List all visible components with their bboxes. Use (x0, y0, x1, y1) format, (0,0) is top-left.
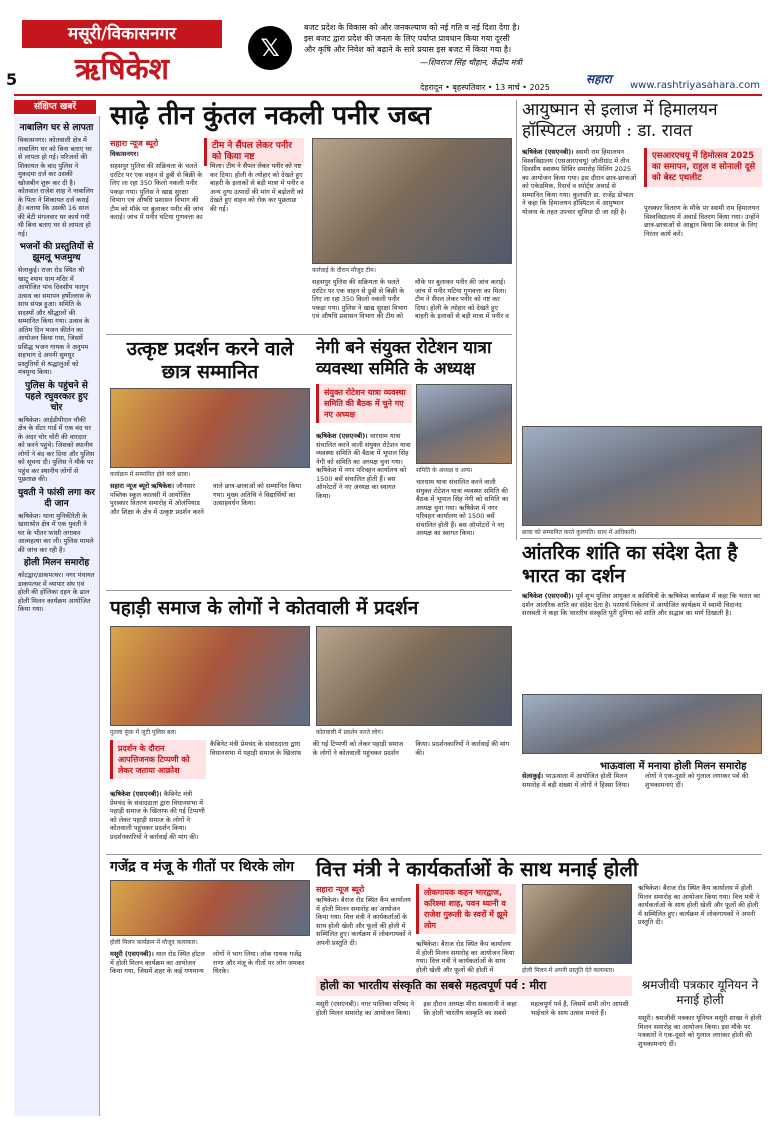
dateline: देहरादून • बृहस्पतिवार • 13 मार्च • 2025 (420, 83, 550, 92)
top-rule (14, 94, 762, 96)
gajendra-text (110, 950, 310, 1120)
website-url: www.rashtriyasahara.com (630, 80, 761, 91)
holi-culture-headline: होली का भारतीय संस्कृति का सबसे महत्वपूर्ण पर्व : मीरा (316, 976, 632, 996)
brief-heading: होली मिलन समारोह (23, 558, 90, 568)
bhaunwala-photo (522, 694, 762, 754)
negi-text (316, 432, 412, 580)
pradarshan-byline: सहारा न्यूज ब्यूरो (110, 482, 150, 490)
kotwali-headline: पहाड़ी समाज के लोगों ने कोतवाली में प्रदर्शन (110, 597, 419, 619)
ayushman-box-text: पुरस्कार वितरण के मौके पर स्वामी राम हिमालयन विश्वविद्यालय में अवार्ड वितरण किया गया। उन्होंने छात्र-छात्राओं से आह्वान किया कि समाज के लिए निरंतर कार्य करें। (644, 204, 760, 238)
pradarshan-place: ऋषिकेश। (151, 482, 175, 490)
paper-logo: सहारा (586, 72, 612, 86)
x-logo-icon: 𝕏 (248, 26, 292, 70)
brief-heading: नाबालिग घर से लापता (19, 123, 94, 133)
column-rule (516, 100, 517, 540)
quote-attribution: —शिवराज सिंह चौहान, केंद्रीय मंत्री (420, 58, 522, 67)
kotwali-text-cont: कैबिनेट मंत्री प्रेमचंद के संवाददाता द्वारा विधानसभा में पहाड़ी समाज के खिलाफ की गई टिप्पणी को लेकर पहाड़ी समाज के लोगों ने कोतवाली पहुंचकर प्रदर्शन किया। प्रदर्शनकारियों ने कार्रवाई की मांग की। (210, 740, 510, 757)
gajendra-headline: गजेंद्र व मंजू के गीतों पर थिरके लोग (110, 859, 294, 875)
bhaunwala-byline: सेलाकुई। (522, 772, 544, 780)
brief-heading: पुलिस के पहुंचने से पहले रघुवरकार हुए चोर (25, 380, 88, 413)
paneer-text: सहसपुर पुलिस की सक्रियता के चलते दरटिर पर एक वाहन से डूबी से बिक्री के लिए ला रहा 350 किलो नकली पनीर पकड़ा गया। पुलिस ने खाद्य सुरक्षा विभाग एवं औषधि प्रशासन विभाग की टीम को मौके पर बुलाकर पनीर की जांच कराई। जांच में पनीर घटिया गुणवत्ता का मिला। टीम ने सैंपल लेकर पनीर को नष्ट कर दिया। होली के त्योहार को देखते हुए बाहरी के इलाकों से बड़ी मात्रा में पनीर व अन्य दुग्ध उत्पादों की मांग में बढ़ोतरी को देखते हुए वाहन को रोक कर पूछताछ की गई। (110, 162, 304, 221)
vitt-headline: वित्त मंत्री ने कार्यकर्ताओं के साथ मनाई होली (316, 857, 639, 881)
briefs-tab: संक्षिप्त खबरें (14, 100, 96, 114)
page-number: 5 (6, 70, 18, 89)
kotwali-photo-right (316, 626, 512, 726)
negi-text-cont: चारधाम यात्रा संचालित करने वाली संयुक्त रोटेशन यात्रा व्यवस्था समिति की बैठक में भूपाल सिंह नेगी को समिति का अध्यक्ष चुना गया। ऋषिकेश में नगर परिवहन कार्यालय को 1500 बसें संचालित होती हैं। बस ऑपरेटरों ने नए अध्यक्ष का स्वागत किया। (416, 478, 509, 537)
quote-box (304, 22, 522, 68)
gajendra-photo (110, 880, 310, 936)
section-rule (520, 538, 762, 539)
negi-body: चारधाम यात्रा संचालित करने वाली संयुक्त रोटेशन यात्रा व्यवस्था समिति की बैठक में भूपाल सिंह नेगी को समिति का अध्यक्ष चुना गया। ऋषिकेश में नगर परिवहन कार्यालय को 1500 बसें संचालित होती हैं। बस ऑपरेटरों ने नए अध्यक्ष का स्वागत किया। (316, 432, 411, 500)
section-rule (106, 334, 512, 335)
brief-text: ऋषिकेश। थाना मुनिकीरेती के खाराश्रोत क्षेत्र में एक युवती ने घर के भीतर फांसी लगाकर आत्महत्या कर ली। पुलिस मामले की जांच कर रही है। (18, 511, 94, 554)
gajendra-byline: मसूरी (एसएनबी)। (110, 950, 154, 958)
shramjeevi-headline: श्रमजीवी पत्रकार यूनियन ने मनाई होली (641, 978, 759, 1007)
vitt-box: लोकगायक कहन भारद्वाज, करिश्मा शाह, पवन ध्यानी व राजेश गुरूली के स्वरों में झूमे लोग (416, 884, 516, 934)
paneer-box: टीम ने सैंपल लेकर पनीर को किया नष्ट (204, 138, 304, 166)
antarik-text (522, 592, 762, 692)
ayushman-byline: ऋषिकेश (एसएनबी)। (522, 148, 574, 156)
negi-photo-caption: समिति के अध्यक्ष व अन्य। (416, 467, 473, 474)
brief-text: सेलाकुई। राजा रोड स्थित श्री खाटू श्याम धाम मंदिर में आयोजित पांच दिवसीय फागुन उत्सव का समापन हर्षोल्लास के साथ संपन्न हुआ। समिति के सदस्यों और श्रीद्धालों की सम्मानित किया गया। उत्सव के अंतिम दिन भजन कीर्तन का आयोजन किया गया, जिसमें प्रसिद्ध भजन गायक ने अनुपम सहभाग दे अपनी सुमधुर प्रस्तुतियों से श्रद्धालुओं को मंत्रमुग्ध किया। (18, 266, 91, 376)
kotwali-caption-left: पुतला फूंक में जुटी पुलिस बल। (110, 729, 177, 736)
negi-byline: ऋषिकेश (एसएनबी)। (316, 432, 368, 440)
kotwali-photo-left (110, 626, 310, 726)
ayushman-body: स्वामी राम हिमालयन विश्वविद्यालय (एसआरएचयू) जौलीग्रांट में तीन दिवसीय स्वास्थ्य शिविर समारोह मिलिंग 2025 का आयोजन किया गया। इस दौरान छात्र-छात्राओं को एकेडमिक, रिसर्च व स्पोर्ट्स अवार्ड से सम्मानित किया गया। कुलपति डा. राजेंद्र डोभाल ने कहा कि हिमालयन हॉस्पिटल में आयुष्मान योजना के तहत उपचार सुविधा दी जा रही है। (522, 148, 637, 216)
section-rule (106, 854, 762, 855)
brief-text: कोटद्वार/डाकपत्थर। नगर पंचायत डाकपत्थर में व्यापार संघ एवं होली की होलिका दहन के ढाल होली मिलन कार्यक्रम आयोजित किया गया। (18, 571, 95, 613)
paneer-text-cont: सहसपुर पुलिस की सक्रियता के चलते दरटिर पर एक वाहन से डूबी से बिक्री के लिए ला रहा 350 किलो नकली पनीर पकड़ा गया। पुलिस ने खाद्य सुरक्षा विभाग एवं औषधि प्रशासन विभाग की टीम को मौके पर बुलाकर पनीर की जांच कराई। जांच में पनीर घटिया गुणवत्ता का मिला। टीम ने सैंपल लेकर पनीर को नष्ट कर दिया। होली के त्योहार को देखते हुए बाहरी के इलाकों से बड़ी मात्रा में पनीर व (312, 278, 509, 320)
negi-photo (416, 384, 512, 464)
antarik-body: पूर्व शुभ पुलिस आयुक्त व कवियित्री के ऋषिकेश कार्यक्रम में कहा कि भारत का दर्शन आंतरिक शांति का संदेश देता है। परमार्थ निकेतन में आयोजित कार्यक्रम में स्वामी चिदानंद सरस्वती ने कहा कि भारतीय संस्कृति पूरी दुनिया को शांति और सद्भाव का मार्ग दिखाती है। (522, 592, 760, 617)
gajendra-body: माल रोड स्थित होटल में होली मिलन कार्यक्रम का आयोजन किया गया, जिसमें शहर के कई गणमान्य लोगों ने भाग लिया। लोक गायक गजेंद्र राणा और मंजू के गीतों पर लोग जमकर थिरके। (110, 950, 305, 975)
vitt-text: ऋषिकेश। बैराज रोड स्थित कैंप कार्यालय में होली मिलन समारोह का आयोजन किया गया। वित्त मंत्री ने कार्यकर्ताओं के साथ होली खेली और फूलों की होली में सम्मिलित हुए। कार्यक्रम में लोकगायकों ने अपनी प्रस्तुति दी। (316, 896, 412, 947)
ayushman-headline: आयुष्मान से इलाज में हिमालयन हॉस्पिटल अग्रणी : डा. रावत (522, 100, 718, 141)
pradarshan-text (110, 482, 310, 582)
bhaunwala-body: भाऊवाला में आयोजित होली मिलन समारोह में बड़ी संख्या में लोगों ने हिस्सा लिया। लोगों ने एक-दूसरे को गुलाल लगाकर पर्व की शुभकामनाएं दीं। (522, 772, 749, 789)
brief-text: विकासनगर। कोतवाली क्षेत्र में नाबालिग घर को बिना बताए घर से लापता हो गई। परिजनों की शिकायत के बाद पुलिस ने मुकदमा दर्ज कर उसकी खोजबीन शुरू कर दी है। कोतवाल राजेश साह ने नाबालिग के पिता ने शिकायत दर्ज कराई है। बताया कि उसकी 16 साल की बेटी मंगलवार घर कार्य गयी थी बिना बताए घर से लापता हो गई। (18, 136, 94, 238)
brief-heading: युवती ने फांसी लगा कर दी जान (18, 487, 95, 509)
briefs-column (14, 116, 100, 1116)
shramjeevi-text: मसूरी। श्रमजीवी पत्रकार यूनियन मसूरी शाखा ने होली मिलन समारोह का आयोजन किया। इस मौके पर पत्रकारों ने एक-दूसरे को गुलाल लगाकर होली की शुभकामनाएं दीं। (638, 1014, 762, 1048)
pradarshan-photo-caption: कार्यक्रम में सम्मानित होने वाले छात्रा। (110, 471, 191, 478)
vitt-photo (522, 884, 632, 964)
masthead-section: मसूरी/विकासनगर (22, 20, 222, 48)
pradarshan-headline: उत्कृष्ट प्रदर्शन करने वाले छात्र सम्मानित (126, 338, 294, 383)
brief-text: ऋषिकेश। आईडीपीएल चौकी क्षेत्र के सेंटर गार्ड में एक बंद घर के अंदर चोर चोरी की वारदात को करने पहुंचे। जिसको स्थानीय लोगों ने बंद कर दिया और पुलिस को सूचना दी। पुलिस ने मौके पर पहुंच कर स्थानीय लोगों से पूछताछ की। (18, 415, 95, 483)
paneer-place: विकासनगर। (110, 150, 139, 158)
ayushman-photo (522, 426, 762, 526)
vitt-text-right: ऋषिकेश। बैराज रोड स्थित कैंप कार्यालय में होली मिलन समारोह का आयोजन किया गया। वित्त मंत्री ने कार्यकर्ताओं के साथ होली खेली और फूलों की होली में सम्मिलित हुए। कार्यक्रम में लोकगायकों ने अपनी प्रस्तुति दी। (638, 884, 760, 926)
gajendra-photo-caption: होली मिलन कार्यक्रम में मौजूद कलाकार। (110, 939, 198, 946)
kotwali-caption-right: कोतवाली में प्रदर्शन करते लोग। (316, 729, 384, 736)
ayushman-box: एसआरएचयू में हिमोत्सव 2025 का समापन, राहुल व सोनाली दूसे को बेस्ट एथलीट (644, 148, 762, 187)
antarik-headline: आंतरिक शांति का संदेश देता है भारत का दर्शन (522, 542, 738, 587)
vitt-photo-caption: होली मिलन में अपनी प्रस्तुति देते कलाकार। (522, 967, 615, 974)
bhaunwala-text (522, 772, 762, 850)
negi-box: संयुक्त रोटेशन यात्रा व्यवस्था समिति की बैठक में चुने गए नए अध्यक्ष (316, 384, 412, 423)
kotwali-byline: ऋषिकेश (एसएनबी)। (110, 790, 162, 798)
paneer-photo (312, 138, 512, 264)
quote-text: बजट प्रदेश के विकास को और जनकल्याण को नई गति व नई दिशा देगा है। इस बजट द्वारा प्रदेश की जनता के लिए पर्याप्त प्रावधान किया गया दूरसी और कृषि और निवेश को बढ़ाने के सारे प्रयास इस बजट में किया गया है। (304, 23, 520, 54)
masthead-brand: ऋषिकेश (74, 52, 170, 87)
bhaunwala-headline: भाऊवाला में मनाया होली मिलन समारोह (600, 761, 747, 772)
holi-culture-text: मसूरी (एसएनबी)। नगर पालिका परिषद ने होली मिलन समारोह का आयोजन किया। इस दौरान अध्यक्ष मीरा सकलानी ने कहा कि होली भारतीय संस्कृति का सबसे महत्वपूर्ण पर्व है, जिसमें सभी लोग आपसी भाईचारे के साथ उत्सव मनाते हैं। (316, 1000, 629, 1017)
section-rule (106, 590, 512, 591)
kotwali-body: कैबिनेट मंत्री प्रेमचंद के संवाददाता द्वारा विधानसभा में पहाड़ी समाज के खिलाफ की गई टिप्पणी को लेकर पहाड़ी समाज के लोगों ने कोतवाली पहुंचकर प्रदर्शन किया। प्रदर्शनकारियों ने कार्रवाई की मांग की। (110, 790, 205, 841)
negi-headline: नेगी बने संयुक्त रोटेशन यात्रा व्यवस्था समिति के अध्यक्ष (316, 338, 492, 379)
kotwali-box: प्रदर्शन के दौरान आपत्तिजनक टिप्पणी को लेकर जताया आक्रोश (110, 740, 206, 779)
ayushman-text (522, 148, 638, 438)
pradarshan-photo (110, 388, 310, 468)
brief-heading: भजनों की प्रस्तुतियों से झूमलू भजमुग्ध (19, 242, 94, 263)
ayushman-photo-caption: छात्रा को सम्मानित करते कुलपति। साथ में अधिकारी। (522, 529, 637, 536)
antarik-byline: ऋषिकेश (एसएनबी)। (522, 592, 574, 600)
paneer-headline: साढ़े तीन कुंतल नकली पनीर जब्त (110, 101, 431, 131)
vitt-byline: सहारा न्यूज ब्यूरो (316, 885, 365, 894)
kotwali-text (110, 790, 206, 850)
paneer-photo-caption: कार्रवाई के दौरान मौजूद टीम। (312, 267, 376, 274)
pradarshan-body: जौनसार पब्लिक स्कूल कालसी में आयोजित पुरस्कार वितरण समारोह में ओलंपियाड और शिक्षा के क्षेत्र में उत्कृष्ट प्रदर्शन करने वाले छात्र-छात्राओं को सम्मानित किया गया। मुख्य अतिथि ने विद्यार्थियों का उत्साहवर्धन किया। (110, 482, 302, 516)
vitt-text-cont: ऋषिकेश। बैराज रोड स्थित कैंप कार्यालय में होली मिलन समारोह का आयोजन किया गया। वित्त मंत्री ने कार्यकर्ताओं के साथ होली खेली और फूलों की होली में (416, 940, 515, 974)
paneer-byline: सहारा न्यूज ब्यूरो (110, 139, 159, 148)
